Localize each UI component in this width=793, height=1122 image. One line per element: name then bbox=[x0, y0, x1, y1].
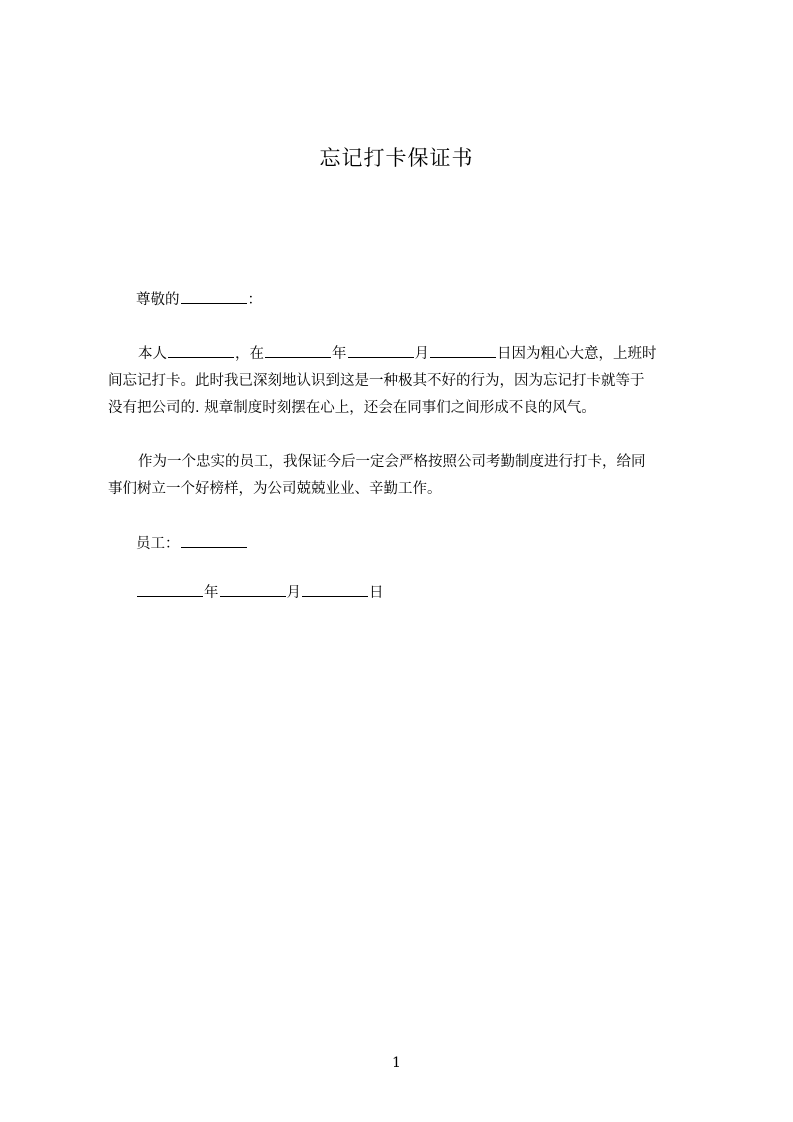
text-segment: ，在 bbox=[235, 346, 264, 362]
document-title: 忘记打卡保证书 bbox=[319, 146, 474, 170]
date-year-blank bbox=[137, 582, 203, 597]
date-month-label: 月 bbox=[286, 585, 301, 601]
date-month-blank bbox=[220, 582, 286, 597]
text-segment: 月 bbox=[414, 346, 429, 362]
date-day-label: 日 bbox=[369, 585, 384, 601]
paragraph-1-line-1 bbox=[136, 341, 656, 368]
day-blank bbox=[430, 343, 496, 358]
paragraph-2-line-1: 作为一个忠实的员工，我保证今后一定会严格按照公司考勤制度进行打卡，给同 bbox=[138, 454, 646, 470]
text-segment: 本人 bbox=[138, 346, 167, 362]
salutation bbox=[136, 287, 656, 314]
month-blank bbox=[348, 343, 414, 358]
paragraph-2-line-2: 事们树立一个好榜样，为公司兢兢业业、辛勤工作。 bbox=[108, 481, 442, 497]
paragraph-1 bbox=[108, 341, 657, 422]
date-line bbox=[136, 580, 656, 607]
salutation-suffix: ： bbox=[247, 292, 262, 308]
paragraph-1-line-2: 间忘记打卡。此时我已深刻地认识到这是一种极其不好的行为，因为忘记打卡就等于 bbox=[108, 373, 645, 389]
date-day-blank bbox=[302, 582, 368, 597]
text-segment: 日因为粗心大意，上班时 bbox=[497, 346, 657, 362]
page-number: 1 bbox=[392, 1055, 401, 1071]
paragraph-1-line-3: 没有把公司的. 规章制度时刻摆在心上，还会在同事们之间形成不良的风气。 bbox=[108, 400, 596, 416]
name-blank bbox=[168, 343, 234, 358]
paragraph-2 bbox=[108, 449, 656, 503]
recipient-blank bbox=[181, 289, 247, 304]
date-year-label: 年 bbox=[204, 585, 219, 601]
year-blank bbox=[265, 343, 331, 358]
signature-label: 员工： bbox=[136, 536, 180, 552]
text-segment: 年 bbox=[332, 346, 347, 362]
signature-line bbox=[136, 531, 656, 558]
salutation-prefix: 尊敬的 bbox=[136, 292, 180, 308]
signature-blank bbox=[181, 533, 247, 548]
